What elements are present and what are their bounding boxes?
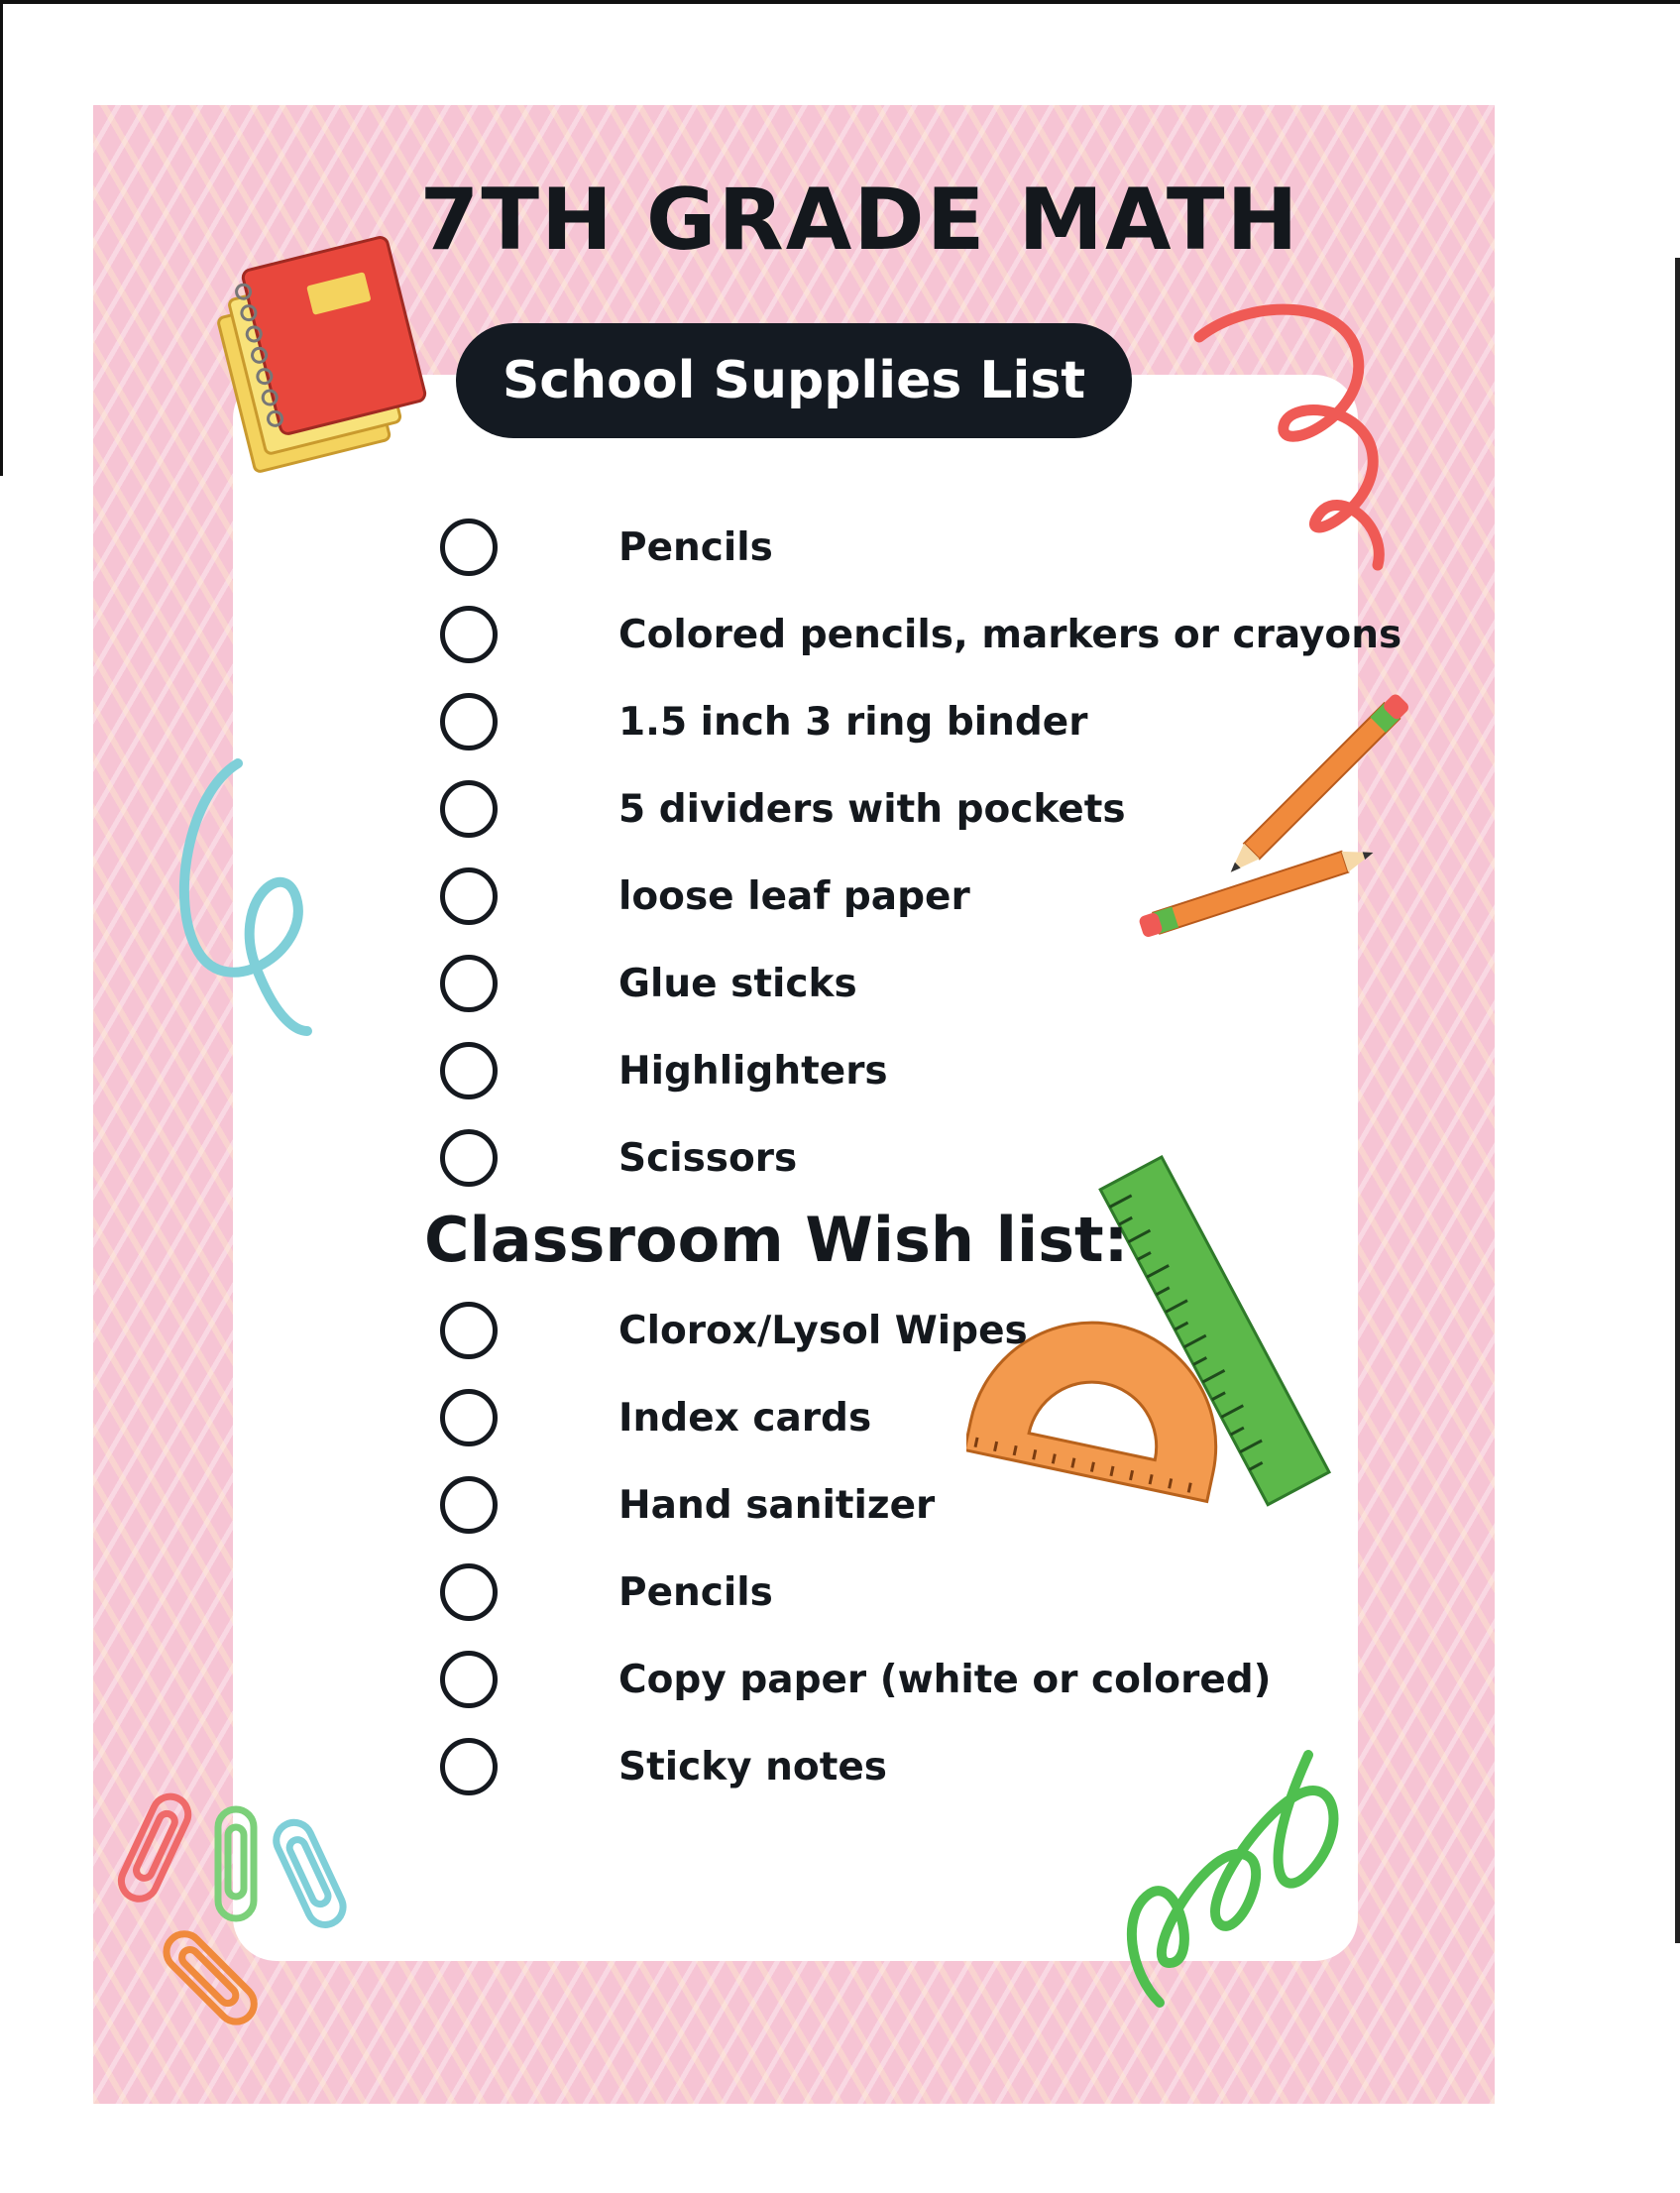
supplies-list xyxy=(440,504,1401,1202)
checkbox-circle[interactable] xyxy=(440,693,498,750)
item-label: Highlighters xyxy=(618,1048,888,1094)
wish-list xyxy=(440,1287,1272,1810)
checkbox-circle[interactable] xyxy=(440,1389,498,1446)
list-item xyxy=(440,1723,1272,1810)
list-item xyxy=(440,1636,1272,1723)
list-item xyxy=(440,1374,1272,1461)
list-item xyxy=(440,940,1401,1027)
item-label: Glue sticks xyxy=(618,961,857,1006)
checkbox-circle[interactable] xyxy=(440,1738,498,1795)
swirl-decoration-teal xyxy=(149,753,327,1051)
paperclip-icon xyxy=(99,1785,377,2032)
item-label: 5 dividers with pockets xyxy=(618,786,1126,832)
item-label: Copy paper (white or colored) xyxy=(618,1657,1272,1702)
checkbox-circle[interactable] xyxy=(440,1651,498,1708)
checkbox-circle[interactable] xyxy=(440,1302,498,1359)
checkbox-circle[interactable] xyxy=(440,606,498,663)
list-item xyxy=(440,1549,1272,1636)
checkbox-circle[interactable] xyxy=(440,1042,498,1099)
list-item xyxy=(440,1027,1401,1114)
item-label: Scissors xyxy=(618,1135,798,1181)
item-label: Pencils xyxy=(618,524,773,570)
item-label: Index cards xyxy=(618,1395,872,1441)
item-label: 1.5 inch 3 ring binder xyxy=(618,699,1088,745)
item-label: Hand sanitizer xyxy=(618,1482,936,1528)
list-item xyxy=(440,504,1401,591)
list-item xyxy=(440,591,1401,678)
checkbox-circle[interactable] xyxy=(440,519,498,576)
scan-edge-top xyxy=(0,0,1680,4)
list-item xyxy=(440,765,1401,853)
checkbox-circle[interactable] xyxy=(440,1563,498,1621)
list-item xyxy=(440,1114,1401,1202)
wish-list-heading: Classroom Wish list: xyxy=(424,1204,1129,1276)
item-label: Colored pencils, markers or crayons xyxy=(618,612,1402,657)
list-item xyxy=(440,1461,1272,1549)
list-item xyxy=(440,853,1401,940)
item-label: Clorox/Lysol Wipes xyxy=(618,1308,1028,1353)
checkbox-circle[interactable] xyxy=(440,1476,498,1534)
list-item xyxy=(440,678,1401,765)
checkbox-circle[interactable] xyxy=(440,780,498,838)
scan-edge-right xyxy=(1675,258,1680,1943)
subtitle-text: School Supplies List xyxy=(502,351,1086,410)
checkbox-circle[interactable] xyxy=(440,1129,498,1187)
item-label: Pencils xyxy=(618,1569,773,1615)
page-title: 7TH GRADE MATH xyxy=(419,171,1300,270)
item-label: Sticky notes xyxy=(618,1744,888,1789)
subtitle-banner xyxy=(456,323,1132,438)
item-label: loose leaf paper xyxy=(618,873,970,919)
checkbox-circle[interactable] xyxy=(440,955,498,1012)
checkbox-circle[interactable] xyxy=(440,867,498,925)
list-item xyxy=(440,1287,1272,1374)
